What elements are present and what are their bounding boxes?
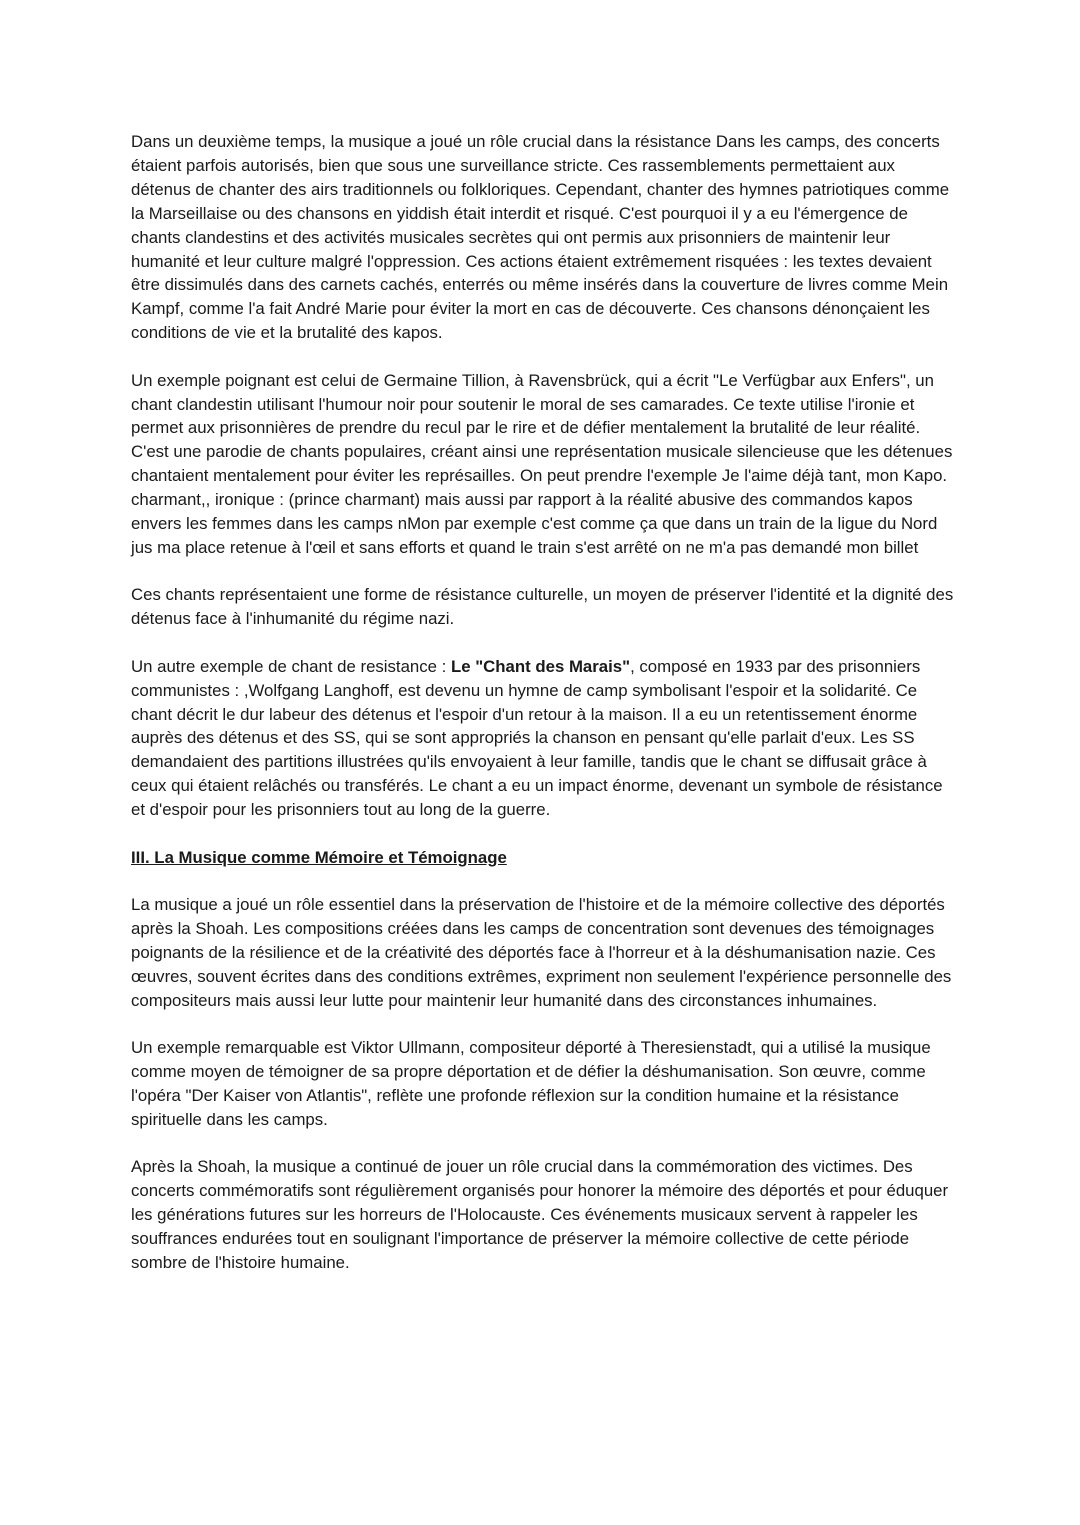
paragraph-memoire-collective: La musique a joué un rôle essentiel dans la préservation de l'histoire et de la mémoire collective des déportés après la Shoah. Les compositions créées dans les camps de concentration sont devenues des témoignages poignants de la résilience et de la créativité des déportés face à l'horreur et à la déshumanisation nazie. Ces œuvres, souvent écrites dans des conditions extrêmes, expriment non seulement l'expérience personnelle des compositeurs mais aussi leur lutte pour maintenir leur humanité dans des circonstances inhumaines. bbox=[131, 894, 952, 1010]
section-heading-memoire: III. La Musique comme Mémoire et Témoignage bbox=[131, 847, 507, 867]
chant-des-marais-title: Le "Chant des Marais" bbox=[450, 656, 631, 676]
document-page bbox=[131, 130, 957, 1298]
paragraph-chant-rest: , composé en 1933 par des prisonniers communistes : ,Wolfgang Langhoff, est devenu un hymne de camp symbolisant l'espoir et la solidarité. Ce chant décrit le dur labeur des détenus et l'espoir d'un retour à la maison. Il a eu un retentissement énorme auprès des détenus et des SS, qui se sont appropriés la chanson en pensant qu'elle parlait d'eux. Les SS demandaient des partitions illustrées qu'ils envoyaient à leur famille, tandis que le chant se diffusait grâce à ceux qui étaient relâchés ou transférés. Le chant a eu un impact énorme, devenant un symbole de résistance et d'espoir pour les prisonniers tout au long de la guerre. bbox=[131, 656, 943, 820]
paragraph-germaine-tillion: Un exemple poignant est celui de Germaine Tillion, à Ravensbrück, qui a écrit "Le Verfügbar aux Enfers", un chant clandestin utilisant l'humour noir pour soutenir le moral de ses camarades. Ce texte utilise l'ironie et permet aux prisonnières de prendre du recul par le rire et de défier mentalement la brutalité de leur réalité. C'est une parodie de chants populaires, créant ainsi une représentation musicale silencieuse que les détenues chantaient mentalement pour éviter les représailles. On peut prendre l'exemple Je l'aime déjà tant, mon Kapo. charmant,, ironique : (prince charmant) mais aussi par rapport à la réalité abusive des commandos kapos envers les femmes dans les camps nMon par exemple c'est comme ça que dans un train de la ligue du Nord jus ma place retenue à l'œil et sans efforts et quand le train s'est arrêté on ne m'a pas demandé mon billet bbox=[131, 370, 953, 557]
paragraph-cultural-resistance: Ces chants représentaient une forme de résistance culturelle, un moyen de préserver l'identité et la dignité des détenus face à l'inhumanité du régime nazi. bbox=[131, 585, 954, 629]
paragraph-resistance-intro: Dans un deuxième temps, la musique a joué un rôle crucial dans la résistance Dans les camps, des concerts étaient parfois autorisés, bien que sous une surveillance stricte. Ces rassemblements permettaient aux détenus de chanter des airs traditionnels ou folkloriques. Cependant, chanter des hymnes patriotiques comme la Marseillaise ou des chansons en yiddish était interdit et risqué. C'est pourquoi il y a eu l'émergence de chants clandestins et des activités musicales secrètes qui ont permis aux prisonniers de maintenir leur humanité et leur culture malgré l'oppression. Ces actions étaient extrêmement risquées : les textes devaient être dissimulés dans des carnets cachés, enterrés ou même insérés dans la couverture de livres comme Mein Kampf, comme l'a fait André Marie pour éviter la mort en cas de découverte. Ces chansons dénonçaient les conditions de vie et la brutalité des kapos. bbox=[131, 132, 950, 343]
paragraph-commemoration: Après la Shoah, la musique a continué de jouer un rôle crucial dans la commémoration des victimes. Des concerts commémoratifs sont régulièrement organisés pour honorer la mémoire des déportés et pour éduquer les générations futures sur les horreurs de l'Holocauste. Ces événements musicaux servent à rappeler les souffrances endurées tout en soulignant l'importance de préserver la mémoire collective de cette période sombre de l'histoire humaine. bbox=[131, 1157, 949, 1272]
paragraph-viktor-ullmann: Un exemple remarquable est Viktor Ullmann, compositeur déporté à Theresienstadt, qui a utilisé la musique comme moyen de témoigner de sa propre déportation et de défier la déshumanisation. Son œuvre, comme l'opéra "Der Kaiser von Atlantis", reflète une profonde réflexion sur la condition humaine et la résistance spirituelle dans les camps. bbox=[131, 1038, 931, 1129]
paragraph-chant-des-marais bbox=[131, 655, 957, 822]
paragraph-chant-intro: Un autre exemple de chant de resistance : bbox=[131, 656, 451, 676]
